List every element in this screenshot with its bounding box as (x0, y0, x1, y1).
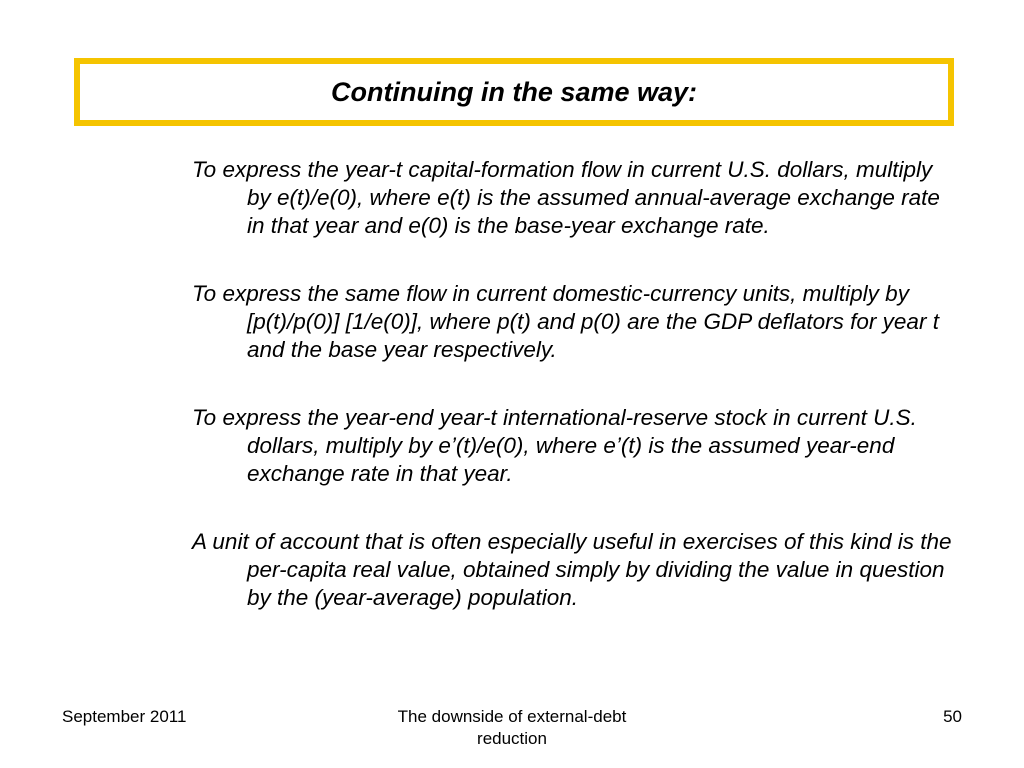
paragraph-per-capita: A unit of account that is often especially useful in exercises of this kind is the per-capita real value, obtained simply by dividing the value in question by the (year-average) population. (192, 529, 952, 610)
slide-title: Continuing in the same way: (330, 76, 698, 107)
paragraph-domestic-currency: To express the same flow in current domestic-currency units, multiply by [p(t)/p(0)] [1/e(0)], where p(t) and p(0) are the GDP deflators for year t and the base year respectively. (192, 281, 939, 362)
footer-date: September 2011 (62, 707, 187, 726)
paragraph-usd-flow: To express the year-t capital-formation flow in current U.S. dollars, multiply by e(t)/e(0), where e(t) is the assumed annual-average exchange rate in that year and e(0) is the base-year exchange rate. (192, 157, 940, 238)
slide-body (192, 156, 952, 652)
footer-page-number: 50 (943, 707, 962, 726)
footer-presentation-title: The downside of external-debt reduction (397, 707, 627, 748)
paragraph-reserve-stock: To express the year-end year-t international-reserve stock in current U.S. dollars, multiply by e’(t)/e(0), where e’(t) is the assumed year-end exchange rate in that year. (192, 405, 917, 486)
title-box (74, 58, 954, 126)
